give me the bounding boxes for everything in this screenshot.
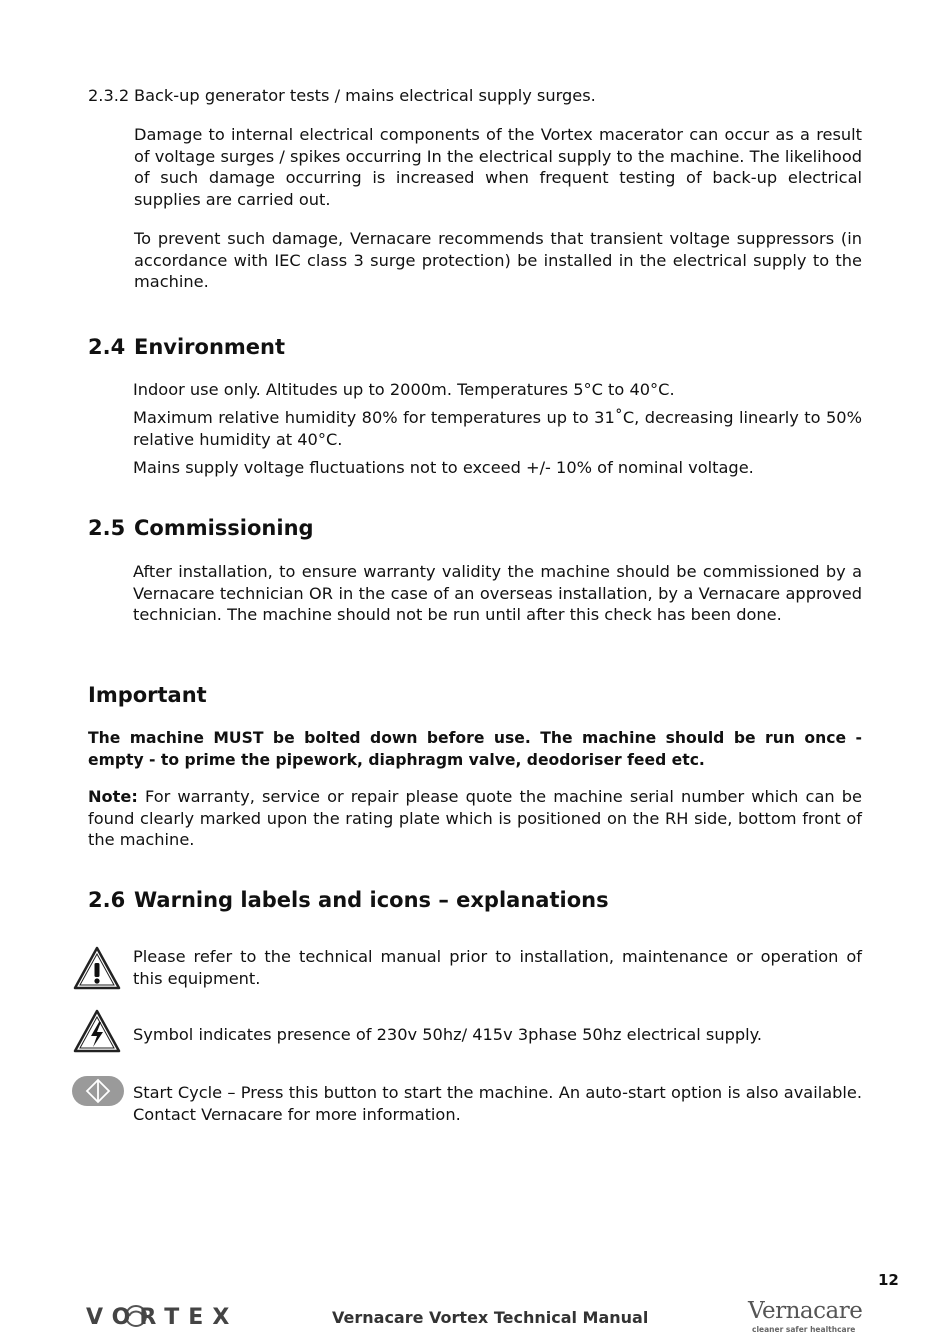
important-text: The machine MUST be bolted down before use. The machine should be run once - empty - to prime the pipework, diaphragm valve, deodoriser feed etc. — [88, 729, 862, 769]
section-2-5-number: 2.5 — [88, 516, 126, 540]
vortex-logo-text: VORTEX — [86, 1305, 239, 1330]
section-2-3-2-paragraph-2: To prevent such damage, Vernacare recommends that transient voltage suppressors (in accordance with IEC class 3 surge protection) be installed in the electrical supply to the machine. — [134, 229, 862, 291]
section-2-3-2-paragraph-1: Damage to internal electrical components of the Vortex macerator can occur as a result of voltage surges / spikes occurring In the electrical supply to the machine. The likelihood of such damage occurring is increased when frequent testing of back-up electrical supplies are carried out. — [134, 125, 862, 209]
section-2-3-2-number: 2.3.2 — [88, 86, 130, 105]
warning-item-3-text: Start Cycle – Press this button to start the machine. An auto-start option is also available. Contact Vernacare for more information. — [133, 1083, 862, 1124]
commissioning-paragraph: After installation, to ensure warranty validity the machine should be commissioned by a Vernacare technician OR in the case of an overseas installation, by a Vernacare approved technician. The machine should not be run until after this check has been done. — [133, 562, 862, 624]
page-number: 12 — [878, 1271, 899, 1289]
warning-item-1-text: Please refer to the technical manual prior to installation, maintenance or operation of this equipment. — [133, 947, 862, 988]
important-heading: Important — [88, 683, 207, 707]
section-2-4-title: Environment — [134, 335, 286, 359]
section-2-6-heading — [88, 888, 609, 912]
vernacare-tagline: cleaner safer healthcare — [752, 1325, 856, 1334]
note-label: Note: — [88, 787, 138, 806]
environment-line-1: Indoor use only. Altitudes up to 2000m. Temperatures 5°C to 40°C. — [133, 380, 675, 399]
warning-item-2-text: Symbol indicates presence of 230v 50hz/ 415v 3phase 50hz electrical supply. — [133, 1025, 763, 1044]
section-2-3-2-title: Back-up generator tests / mains electrical supply surges. — [134, 86, 596, 105]
start-cycle-icon — [71, 1075, 125, 1107]
note-paragraph — [88, 786, 862, 851]
section-2-4-number: 2.4 — [88, 335, 126, 359]
vernacare-logo-text: Vernacare — [748, 1298, 863, 1324]
caution-triangle-icon — [72, 945, 122, 991]
section-2-4-heading — [88, 335, 285, 359]
section-2-6-title: Warning labels and icons – explanations — [134, 888, 609, 912]
section-2-5-heading — [88, 516, 314, 540]
section-2-6-number: 2.6 — [88, 888, 126, 912]
electrical-hazard-icon — [72, 1008, 122, 1054]
note-text: For warranty, service or repair please quote the machine serial number which can be found clearly marked upon the rating plate which is positioned on the RH side, bottom front of the machine. — [88, 787, 862, 849]
section-2-5-title: Commissioning — [134, 516, 314, 540]
environment-line-3: Mains supply voltage fluctuations not to exceed +/- 10% of nominal voltage. — [133, 458, 754, 477]
environment-line-2: Maximum relative humidity 80% for temperatures up to 31˚C, decreasing linearly to 50% relative humidity at 40°C. — [133, 408, 862, 449]
vernacare-logo — [748, 1298, 863, 1338]
vortex-logo — [86, 1300, 239, 1338]
manual-title: Vernacare Vortex Technical Manual — [332, 1308, 649, 1327]
